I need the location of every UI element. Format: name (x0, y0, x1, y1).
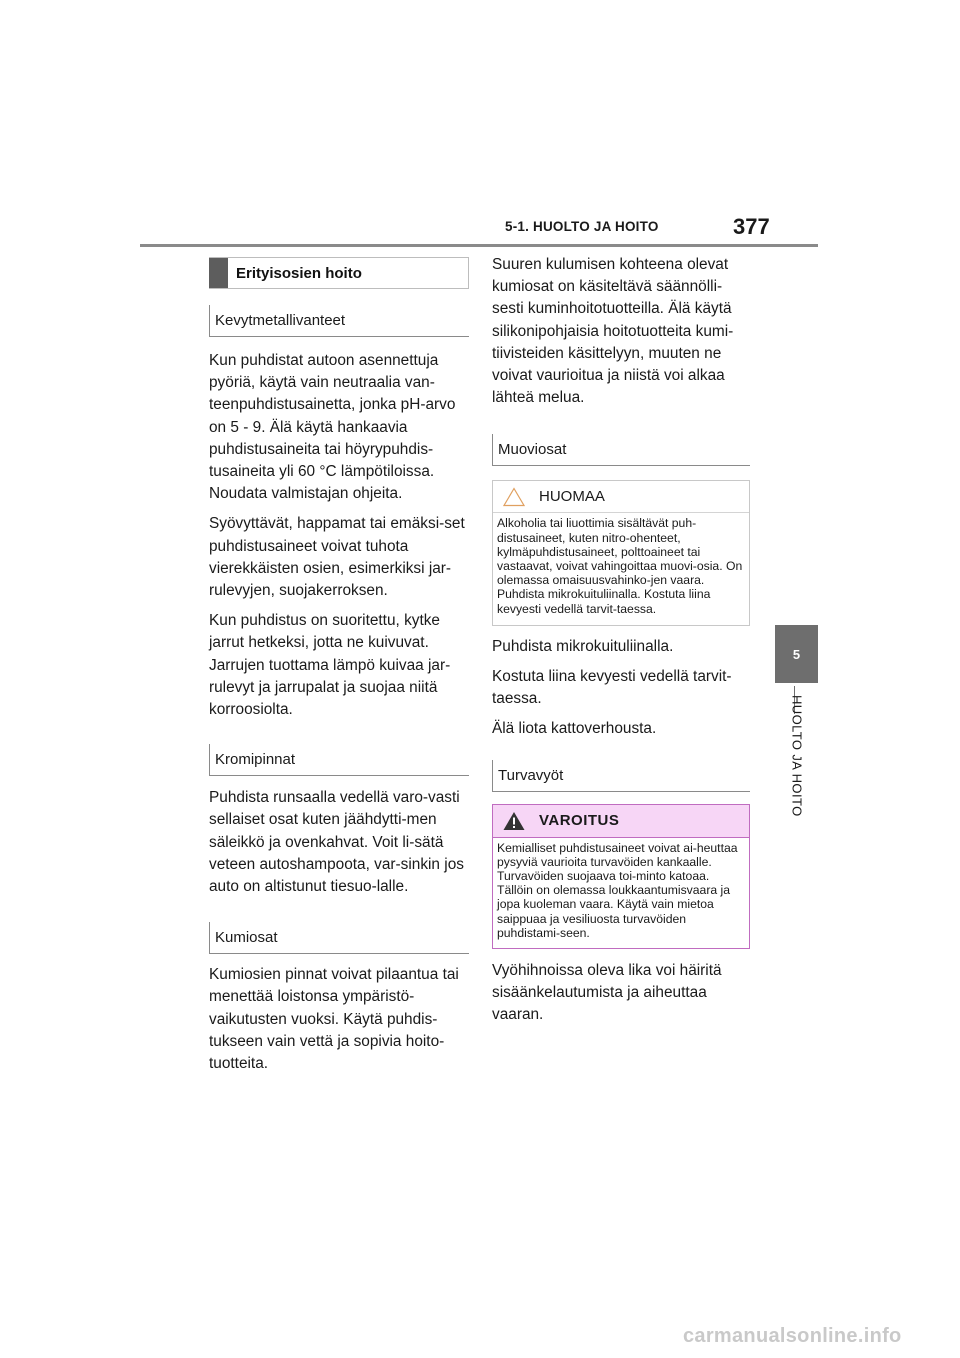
warning-filled-icon (493, 811, 535, 831)
paragraph: Puhdista runsaalla vedellä varo-vasti sellaiset osat kuten jäähdytti-men säleikkö ja ovenkahvat. Voit li-sätä veteen autoshampoota, var-sinkin jos auto on altistunut tiesuo-lalle. (209, 789, 464, 896)
page-number: 377 (733, 214, 770, 239)
main-heading-text: Erityisosien hoito (236, 264, 362, 282)
paragraph: Kostuta liina kevyesti vedellä tarvit-taessa. (492, 668, 732, 708)
warning-header (493, 805, 749, 838)
paragraph: Vyöhihnoissa oleva lika voi häiritä sisäänkelautumista ja aiheuttaa vaaran. (492, 962, 722, 1024)
heading-marker (209, 258, 228, 288)
note-header (493, 481, 749, 513)
note-label: HUOMAA (539, 488, 605, 506)
paragraph: Älä liota kattoverhousta. (492, 720, 657, 738)
chapter-tab[interactable] (775, 625, 818, 683)
subheading-kevytmetallivanteet: Kevytmetallivanteet (209, 305, 469, 337)
right-column (492, 254, 750, 1035)
subheading-kumiosat: Kumiosat (209, 922, 469, 954)
warning-text: Kemialliset puhdistusaineet voivat ai-heuttaa pysyviä vaurioita turvavöiden kankaalle. Turvavöiden suojaava toi-minto katoaa. Tällöin on olemassa loukkaantumisvaara ja jopa kuoleman vaara. Käytä vain mietoa saippuaa ja vesiliuosta turvavöiden puhdistami-seen. (497, 840, 738, 940)
paragraph: Kumiosien pinnat voivat pilaantua tai menettää loistonsa ympäristö-vaikutusten vuoksi. Käytä puhdis-tukseen vain vettä ja sopivia hoito-tuotteita. (209, 966, 459, 1073)
note-text: Alkoholia tai liuottimia sisältävät puh-distusaineet, kuten nitro-ohenteet, kylmäpuhdistusaineet, polttoaineet tai vastaavat, voivat vahingoittaa muovi-osia. On olemassa omaisuusvahinko-jen vaara. Puhdista mikrokuituliinalla. Kostuta liina kevyesti vedellä tarvit-taessa. (497, 516, 743, 616)
chapter-title-vertical (787, 695, 807, 855)
chapter-number: 5 (792, 646, 801, 662)
subheading-turvavyot: Turvavyöt (492, 760, 750, 792)
paragraph: Syövyttävät, happamat tai emäksi-set puhdistusaineet voivat tuhota vierekkäisten osien, esimerkiksi jar-rulevyjen, suojakerroksen. (209, 515, 465, 600)
subheading-muoviosat: Muoviosat (492, 434, 750, 466)
header-rule (140, 244, 818, 247)
paragraph: Kun puhdistat autoon asennettuja pyöriä, käytä vain neutraalia van-teenpuhdistusainetta, jonka pH-arvo on 5 - 9. Älä käytä hankaavia puhdistusaineita tai höyrypuhdis-tusaineita yli 60 °C lämpötiloissa. Noudata valmistajan ohjeita. (209, 352, 456, 503)
subheading-kromipinnat: Kromipinnat (209, 744, 469, 776)
left-column (209, 257, 469, 1083)
paragraph: Kun puhdistus on suoritettu, kytke jarrut hetkeksi, jotta ne kuivuvat. Jarrujen tuottama lämpö kuivaa jar-rulevyt ja jarrupalat ja suojaa niitä korroosiolta. (209, 612, 451, 719)
chapter-title: HUOLTO JA HOITO (789, 695, 805, 817)
warning-outline-icon (493, 487, 535, 507)
warning-box (492, 804, 750, 949)
watermark: carmanualsonline.info (683, 1325, 902, 1347)
paragraph: Suuren kulumisen kohteena olevat kumiosat on käsiteltävä säännölli-sesti kuminhoitotuotteilla. Älä käytä silikonipohjaisia hoitotuotteita kumi-tiivisteiden käsittelyyn, muuten ne voivat vaurioitua ja niistä voi alkaa lähteä melua. (492, 256, 734, 407)
note-box (492, 480, 750, 625)
warning-label: VAROITUS (539, 812, 620, 830)
section-title: 5-1. HUOLTO JA HOITO (505, 219, 659, 234)
paragraph: Puhdista mikrokuituliinalla. (492, 637, 674, 655)
main-heading (209, 257, 469, 289)
